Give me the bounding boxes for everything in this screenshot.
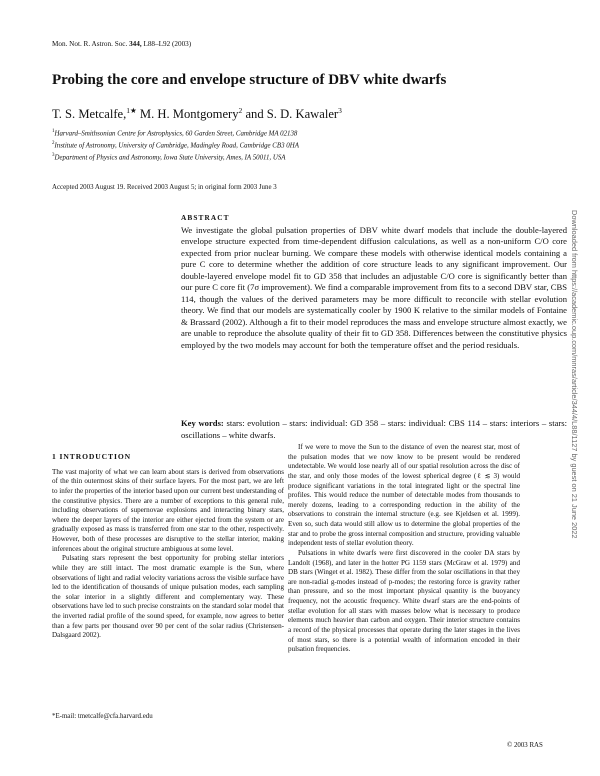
affiliation-line (52, 151, 522, 163)
accepted-line: Accepted 2003 August 19. Received 2003 August 5; in original form 2003 June 3 (52, 184, 277, 191)
journal-name: Mon. Not. R. Astron. Soc. (52, 40, 128, 48)
left-column (52, 452, 284, 641)
paper-title: Probing the core and envelope structure of DBV white dwarfs (52, 72, 447, 88)
author-name: T. S. Metcalfe, (52, 107, 127, 122)
author-list (52, 106, 552, 122)
affiliation-text: Harvard–Smithsonian Centre for Astrophysics, 60 Garden Street, Cambridge MA 02138 (54, 130, 298, 138)
paragraph: If we were to move the Sun to the distance of even the nearest star, most of the pulsation modes that we now know to be present would be rendered undetectable. We would lose nearly all of our spatial resolution across the disc of the star, and only those modes of the lowest spherical degree (ℓ ≲ 3) would produce significant variations in the total integrated light or the spectral line profiles. This would reduce the number of detectable modes from thousands to merely dozens, leading to a corresponding reduction in the ability of the observations to constrain the internal structure (e.g. see Kjeldsen et al. 1999). Even so, such data would still allow us to determine the global properties of the star and to probe the gross internal composition and structure, providing valuable independent tests of stellar evolution theory. (288, 443, 520, 548)
abstract-heading: ABSTRACT (181, 213, 230, 222)
affiliation-mark: 3 (52, 152, 55, 158)
download-note[interactable]: Downloaded from https://academic.oup.com/mnras/article/344/4/L88/1127 by guest on 21 June 2022 (570, 210, 579, 539)
abstract-text: We investigate the global pulsation properties of DBV white dwarf models that include the double-layered envelope structure expected from time-dependent diffusion calculations, as well as a non-uniform C/O core expected from prior nuclear burning. We compare these models with otherwise identical models containing a pure C core to determine whether the addition of core structure leads to any significant improvement. Our double-layered envelope model fit to GD 358 that includes an adjustable C/O core is significantly better than our pure C core fit (7σ improvement). We find a comparable improvement from fits to a second DBV star, CBS 114, though the values of the derived parameters may be more difficult to reconcile with stellar evolution theory. We find that our models are systematically cooler by 1900 K relative to the similar models of Fontaine & Brassard (2002). Although a fit to their model reproduces the mass and envelope structure almost exactly, we are unable to reproduce the absolute quality of their fit to GD 358. Differences between the constitutive physics employed by the two models may account for both the temperature offset and the period residuals. (181, 224, 567, 350)
affiliation-text: Department of Physics and Astronomy, Iowa State University, Ames, IA 50011, USA (54, 154, 286, 162)
download-watermark (569, 210, 581, 610)
paragraph: The vast majority of what we can learn about stars is derived from observations of the thin outermost skins of their surface layers. For the most part, we are left to infer the properties of the interior based upon our current best understanding of the constitutive physics. There are a number of exceptions to this general rule, including observations of supernovae explosions and interacting binary stars, where the deeper layers of the interior are either ejected from the system or are gradually exposed as mass is transferred from one star to the other, respectively. However, both of these processes are disruptive to the stellar interior, making inferences about the original structure ambiguous at some level. (52, 467, 284, 553)
affiliation-text: Institute of Astronomy, University of Cambridge, Madingley Road, Cambridge CB3 0HA (54, 142, 299, 150)
keywords-text: stars: evolution – stars: individual: GD 358 – stars: individual: CBS 114 – stars: interiors – stars: oscillations – white dwarfs. (181, 418, 568, 440)
author-mark: 2 (238, 106, 243, 115)
abstract (181, 212, 567, 351)
keywords-label: Key words: (181, 418, 224, 428)
author-name: and S. D. Kawaler (242, 107, 339, 122)
paragraph: Pulsating stars represent the best opportunity for probing stellar interiors while they are still intact. The most dramatic example is the Sun, where observations of light and radial velocity variations across the visible surface have led to the identification of thousands of unique pulsation modes, each sampling the solar interior in a slightly different and complementary way. These observations have led to such precise constraints on the standard solar model that the inverted radial profile of the sound speed, for example, now agrees to better than a few parts per thousand over 90 per cent of the solar radius (Christensen-Dalsgaard 2002). (52, 554, 284, 640)
affiliation-mark: 2 (52, 140, 55, 146)
section-heading: 1 INTRODUCTION (52, 452, 132, 461)
affiliation-line (52, 139, 522, 151)
author-name: M. H. Montgomery (136, 107, 239, 122)
journal-volume: 344, (129, 40, 142, 48)
journal-pages: L88–L92 (2003) (143, 40, 192, 48)
author-mark: 1★ (126, 106, 137, 115)
keywords (181, 418, 567, 441)
journal-citation (52, 40, 191, 48)
author-mark: 3 (338, 106, 342, 115)
affiliation-mark: 1 (52, 129, 55, 134)
affiliation-line (52, 127, 522, 139)
footnote: *E-mail: tmetcalfe@cfa.harvard.edu (52, 713, 153, 720)
right-column (288, 443, 520, 655)
affiliations (52, 127, 522, 163)
paragraph: Pulsations in white dwarfs were first discovered in the cooler DA stars by Landolt (1968), and later in the hotter PG 1159 stars (McGraw et al. 1979) and DB stars (Winget et al. 1982). These differ from the solar oscillations in that they are non-radial g-modes instead of p-modes; the restoring force is gravity rather than pressure, and so the most important physical quantity is the buoyancy frequency, not the acoustic frequency. White dwarf stars are the end-points of stellar evolution for all stars with masses below what is necessary to produce elements much heavier than carbon and oxygen. Their interior structure contains a record of the physical processes that operate during the later stages in the lives of most stars, so there is a potential wealth of information encoded in their pulsation frequencies. (288, 548, 520, 654)
copyright: © 2003 RAS (507, 742, 543, 749)
